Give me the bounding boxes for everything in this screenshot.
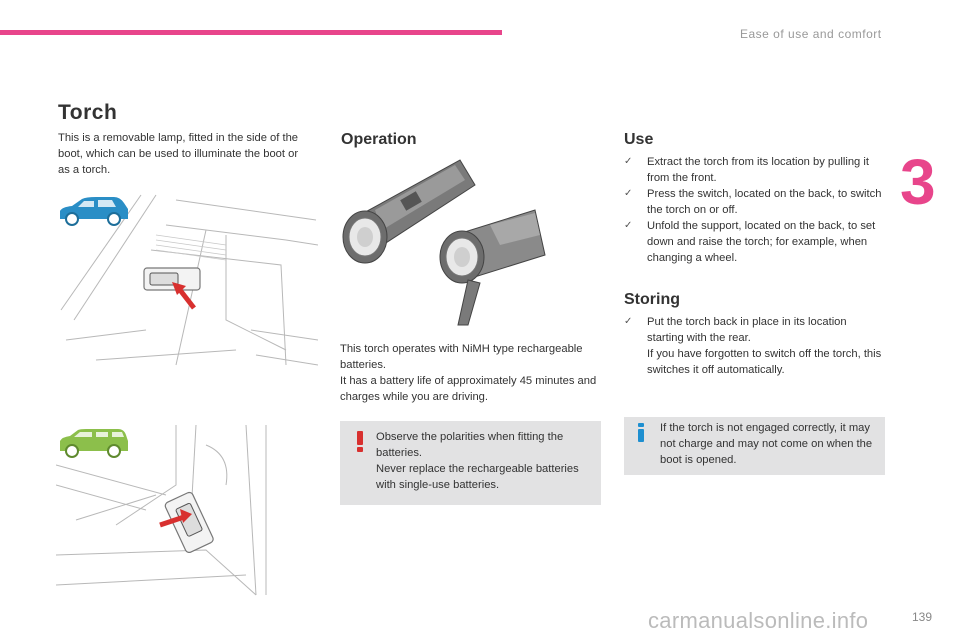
bullet-icon: ✓ [624, 188, 633, 199]
header-accent-bar [0, 30, 502, 35]
torch-heading: Torch [58, 101, 118, 124]
car-green-icon [56, 427, 132, 459]
watermark: carmanualsonline.info [648, 608, 869, 633]
storing-list [624, 314, 886, 378]
use-item-2: Press the switch, located on the back, to switch the torch on or off. [647, 188, 882, 216]
torch-intro: This is a removable lamp, fitted in the side of the boot, which can be used to illuminate the boot or as a torch. [58, 132, 299, 176]
page-number: 139 [912, 610, 933, 624]
use-item-1: Extract the torch from its location by pulling it from the front. [647, 156, 869, 184]
info-note [624, 417, 885, 475]
operation-text: This torch operates with NiMH type rechargeable batteries. It has a battery life of approximately 45 minutes and charges while you are driving. [340, 343, 597, 403]
bullet-icon: ✓ [624, 220, 633, 231]
bullet-icon: ✓ [624, 316, 633, 327]
list-item [624, 218, 886, 266]
chapter-number: 3 [900, 146, 936, 218]
warning-note [340, 421, 601, 505]
warning-text: Observe the polarities when fitting the batteries. Never replace the rechargeable batteries with single-use batteries. [376, 431, 579, 491]
storing-item-1: Put the torch back in place in its location starting with the rear. If you have forgotten to switch off the torch, this switches it off automatically. [647, 316, 882, 376]
car-blue-icon [56, 195, 132, 227]
operation-heading: Operation [341, 131, 417, 148]
storing-heading: Storing [624, 291, 680, 308]
use-item-3: Unfold the support, located on the back, to set down and raise the torch; for example, when changing a wheel. [647, 220, 876, 264]
bullet-icon: ✓ [624, 156, 633, 167]
exclamation-icon [354, 431, 366, 453]
use-list [624, 154, 886, 266]
torch-illustration [340, 155, 550, 330]
info-text: If the torch is not engaged correctly, it may not charge and may not come on when the boot is opened. [660, 422, 873, 466]
use-heading: Use [624, 131, 654, 148]
info-icon [636, 423, 646, 443]
list-item [624, 154, 886, 186]
list-item [624, 314, 886, 378]
list-item [624, 186, 886, 218]
section-title: Ease of use and comfort [740, 27, 882, 41]
